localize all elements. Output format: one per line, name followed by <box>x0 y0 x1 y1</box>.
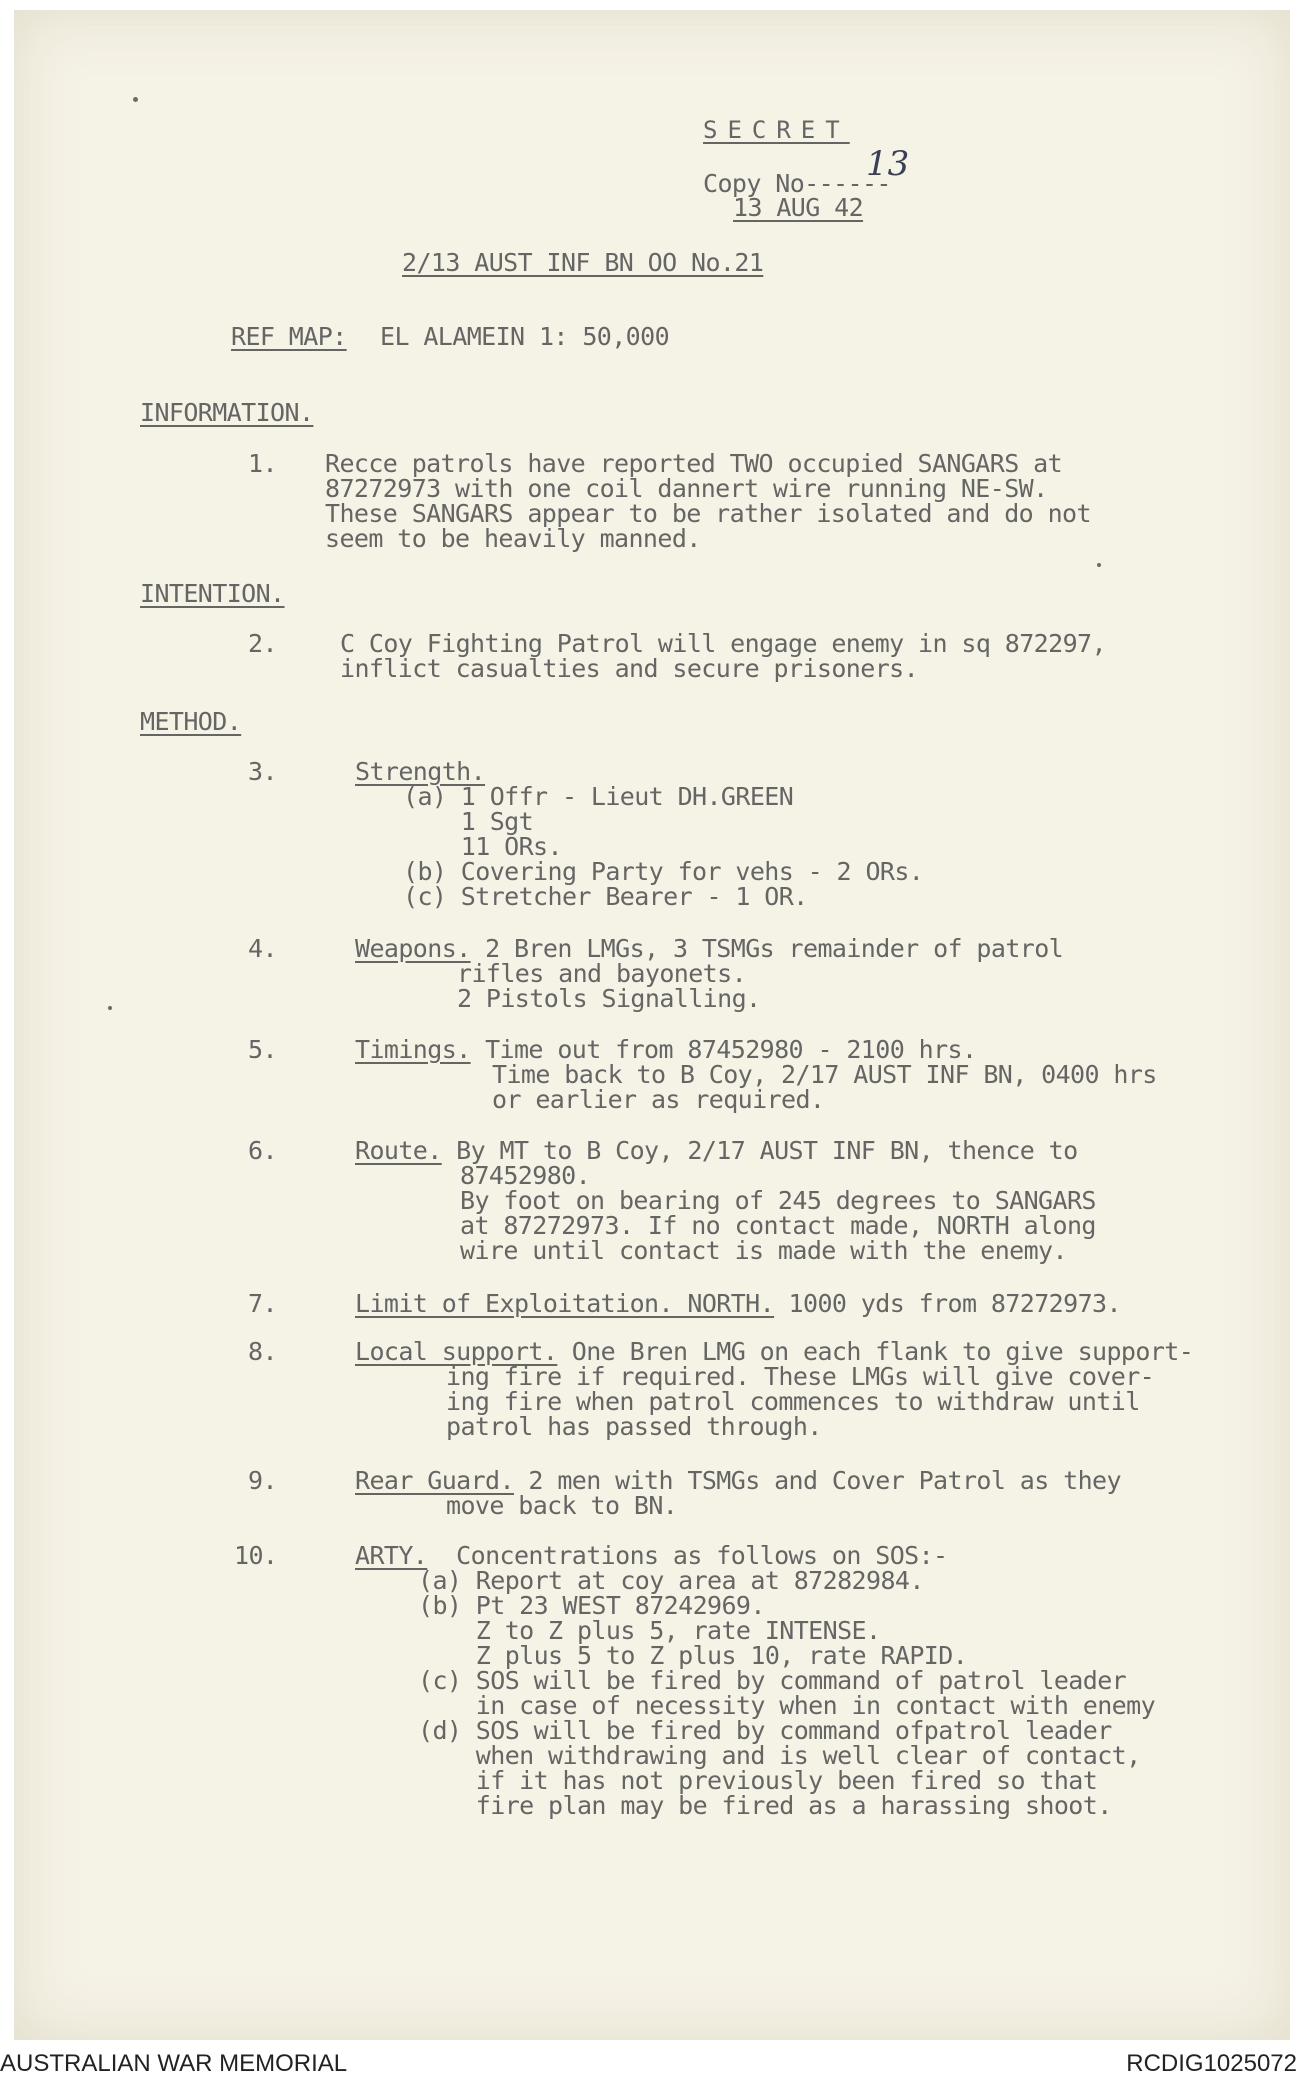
paragraph-line: By MT to B Coy, 2/17 AUST INF BN, thence to <box>441 1136 1078 1165</box>
paragraph-line: By foot on bearing of 245 degrees to SANGARS <box>460 1186 1096 1215</box>
paragraph-line: 87272973 with one coil dannert wire running NE-SW. <box>325 474 1048 503</box>
section-heading-information: INFORMATION. <box>140 398 314 427</box>
paragraph-line: inflict casualties and secure prisoners. <box>340 654 919 683</box>
paragraph-number: 5. <box>248 1035 277 1064</box>
arty-line: if it has not previously been fired so that <box>418 1766 1098 1795</box>
arty-line: (a) Report at coy area at 87282984. <box>418 1566 924 1595</box>
paragraph-title-rear-guard: Rear Guard. <box>355 1466 514 1495</box>
paragraph-line: patrol has passed through. <box>446 1412 822 1441</box>
paragraph-number: 3. <box>248 757 277 786</box>
arty-line: (b) Pt 23 WEST 87242969. <box>418 1591 765 1620</box>
paragraph-line: wire until contact is made with the enemy. <box>460 1236 1067 1265</box>
copy-number-label: Copy No------ <box>703 169 891 198</box>
strength-line: (a) 1 Offr - Lieut DH.GREEN <box>403 782 794 811</box>
arty-line: Z to Z plus 5, rate INTENSE. <box>418 1616 881 1645</box>
paragraph-line: move back to BN. <box>446 1491 678 1520</box>
paragraph-line: These SANGARS appear to be rather isolated and do not <box>325 499 1091 528</box>
archive-record-id: RCDIG1025072 <box>1126 2050 1297 2077</box>
paragraph-line: Recce patrols have reported TWO occupied SANGARS at <box>325 449 1063 478</box>
strength-line: 11 ORs. <box>403 832 562 861</box>
paragraph-line: ing fire if required. These LMGs will give cover- <box>446 1362 1155 1391</box>
arty-line: (c) SOS will be fired by command of patrol leader <box>418 1666 1127 1695</box>
paragraph-title-arty: ARTY. <box>355 1541 428 1570</box>
paragraph-line: 2 Bren LMGs, 3 TSMGs remainder of patrol <box>470 934 1064 963</box>
paragraph-title-weapons: Weapons. <box>355 934 471 963</box>
arty-line: (d) SOS will be fired by command ofpatrol leader <box>418 1716 1112 1745</box>
paragraph-line: C Coy Fighting Patrol will engage enemy in sq 872297, <box>340 629 1106 658</box>
ref-map-value: EL ALAMEIN 1: 50,000 <box>380 322 670 351</box>
paragraph-title-timings: Timings. <box>355 1035 471 1064</box>
section-heading-method: METHOD. <box>140 707 242 736</box>
paragraph-line: 2 Pistols Signalling. <box>457 984 761 1013</box>
paragraph-line: at 87272973. If no contact made, NORTH along <box>460 1211 1096 1240</box>
strength-line: (b) Covering Party for vehs - 2 ORs. <box>403 857 924 886</box>
paragraph-title-strength: Strength. <box>355 757 486 786</box>
paragraph-line: Concentrations as follows on SOS:- <box>427 1541 948 1570</box>
section-heading-intention: INTENTION. <box>140 579 285 608</box>
paragraph-title-route: Route. <box>355 1136 442 1165</box>
arty-line: when withdrawing and is well clear of contact, <box>418 1741 1141 1770</box>
paragraph-number: 2. <box>248 629 277 658</box>
paragraph-number: 4. <box>248 934 277 963</box>
arty-line: fire plan may be fired as a harassing shoot. <box>418 1791 1112 1820</box>
paragraph-number: 1. <box>248 449 277 478</box>
arty-line: Z plus 5 to Z plus 10, rate RAPID. <box>418 1641 968 1670</box>
paragraph-number: 10. <box>234 1541 278 1570</box>
document-date: 13 AUG 42 <box>733 193 864 222</box>
paragraph-line: Time back to B Coy, 2/17 AUST INF BN, 0400 hrs <box>492 1060 1157 1089</box>
paragraph-title-limit: Limit of Exploitation. NORTH. <box>355 1289 775 1318</box>
order-title: 2/13 AUST INF BN OO No.21 <box>402 248 764 277</box>
classification-marking: SECRET <box>703 116 850 144</box>
strength-line: (c) Stretcher Bearer - 1 OR. <box>403 882 808 911</box>
paragraph-line: 1000 yds from 87272973. <box>774 1289 1121 1318</box>
archive-source-label: AUSTRALIAN WAR MEMORIAL <box>0 2050 348 2077</box>
paragraph-line: ing fire when patrol commences to withdraw until <box>446 1387 1140 1416</box>
ref-map-label: REF MAP: <box>231 322 347 351</box>
paragraph-line: seem to be heavily manned. <box>325 524 701 553</box>
arty-line: in case of necessity when in contact with enemy <box>418 1691 1156 1720</box>
strength-line: 1 Sgt <box>403 807 534 836</box>
paper-speck <box>108 1006 112 1010</box>
paragraph-line: 2 men with TSMGs and Cover Patrol as they <box>513 1466 1121 1495</box>
paragraph-number: 8. <box>248 1337 277 1366</box>
paragraph-number: 7. <box>248 1289 277 1318</box>
paragraph-line: or earlier as required. <box>492 1085 825 1114</box>
paragraph-line: rifles and bayonets. <box>457 959 747 988</box>
handwritten-copy-number: 13 <box>866 144 910 184</box>
paragraph-line: Time out from 87452980 - 2100 hrs. <box>470 1035 977 1064</box>
paragraph-body <box>355 1290 1121 1318</box>
paper-speck <box>133 97 138 102</box>
paragraph-line: 87452980. <box>460 1161 591 1190</box>
paper-speck <box>1097 563 1101 567</box>
paragraph-title-local-support: Local support. <box>355 1337 558 1366</box>
paragraph-line: One Bren LMG on each flank to give support- <box>557 1337 1194 1366</box>
paragraph-number: 6. <box>248 1136 277 1165</box>
paragraph-number: 9. <box>248 1466 277 1495</box>
